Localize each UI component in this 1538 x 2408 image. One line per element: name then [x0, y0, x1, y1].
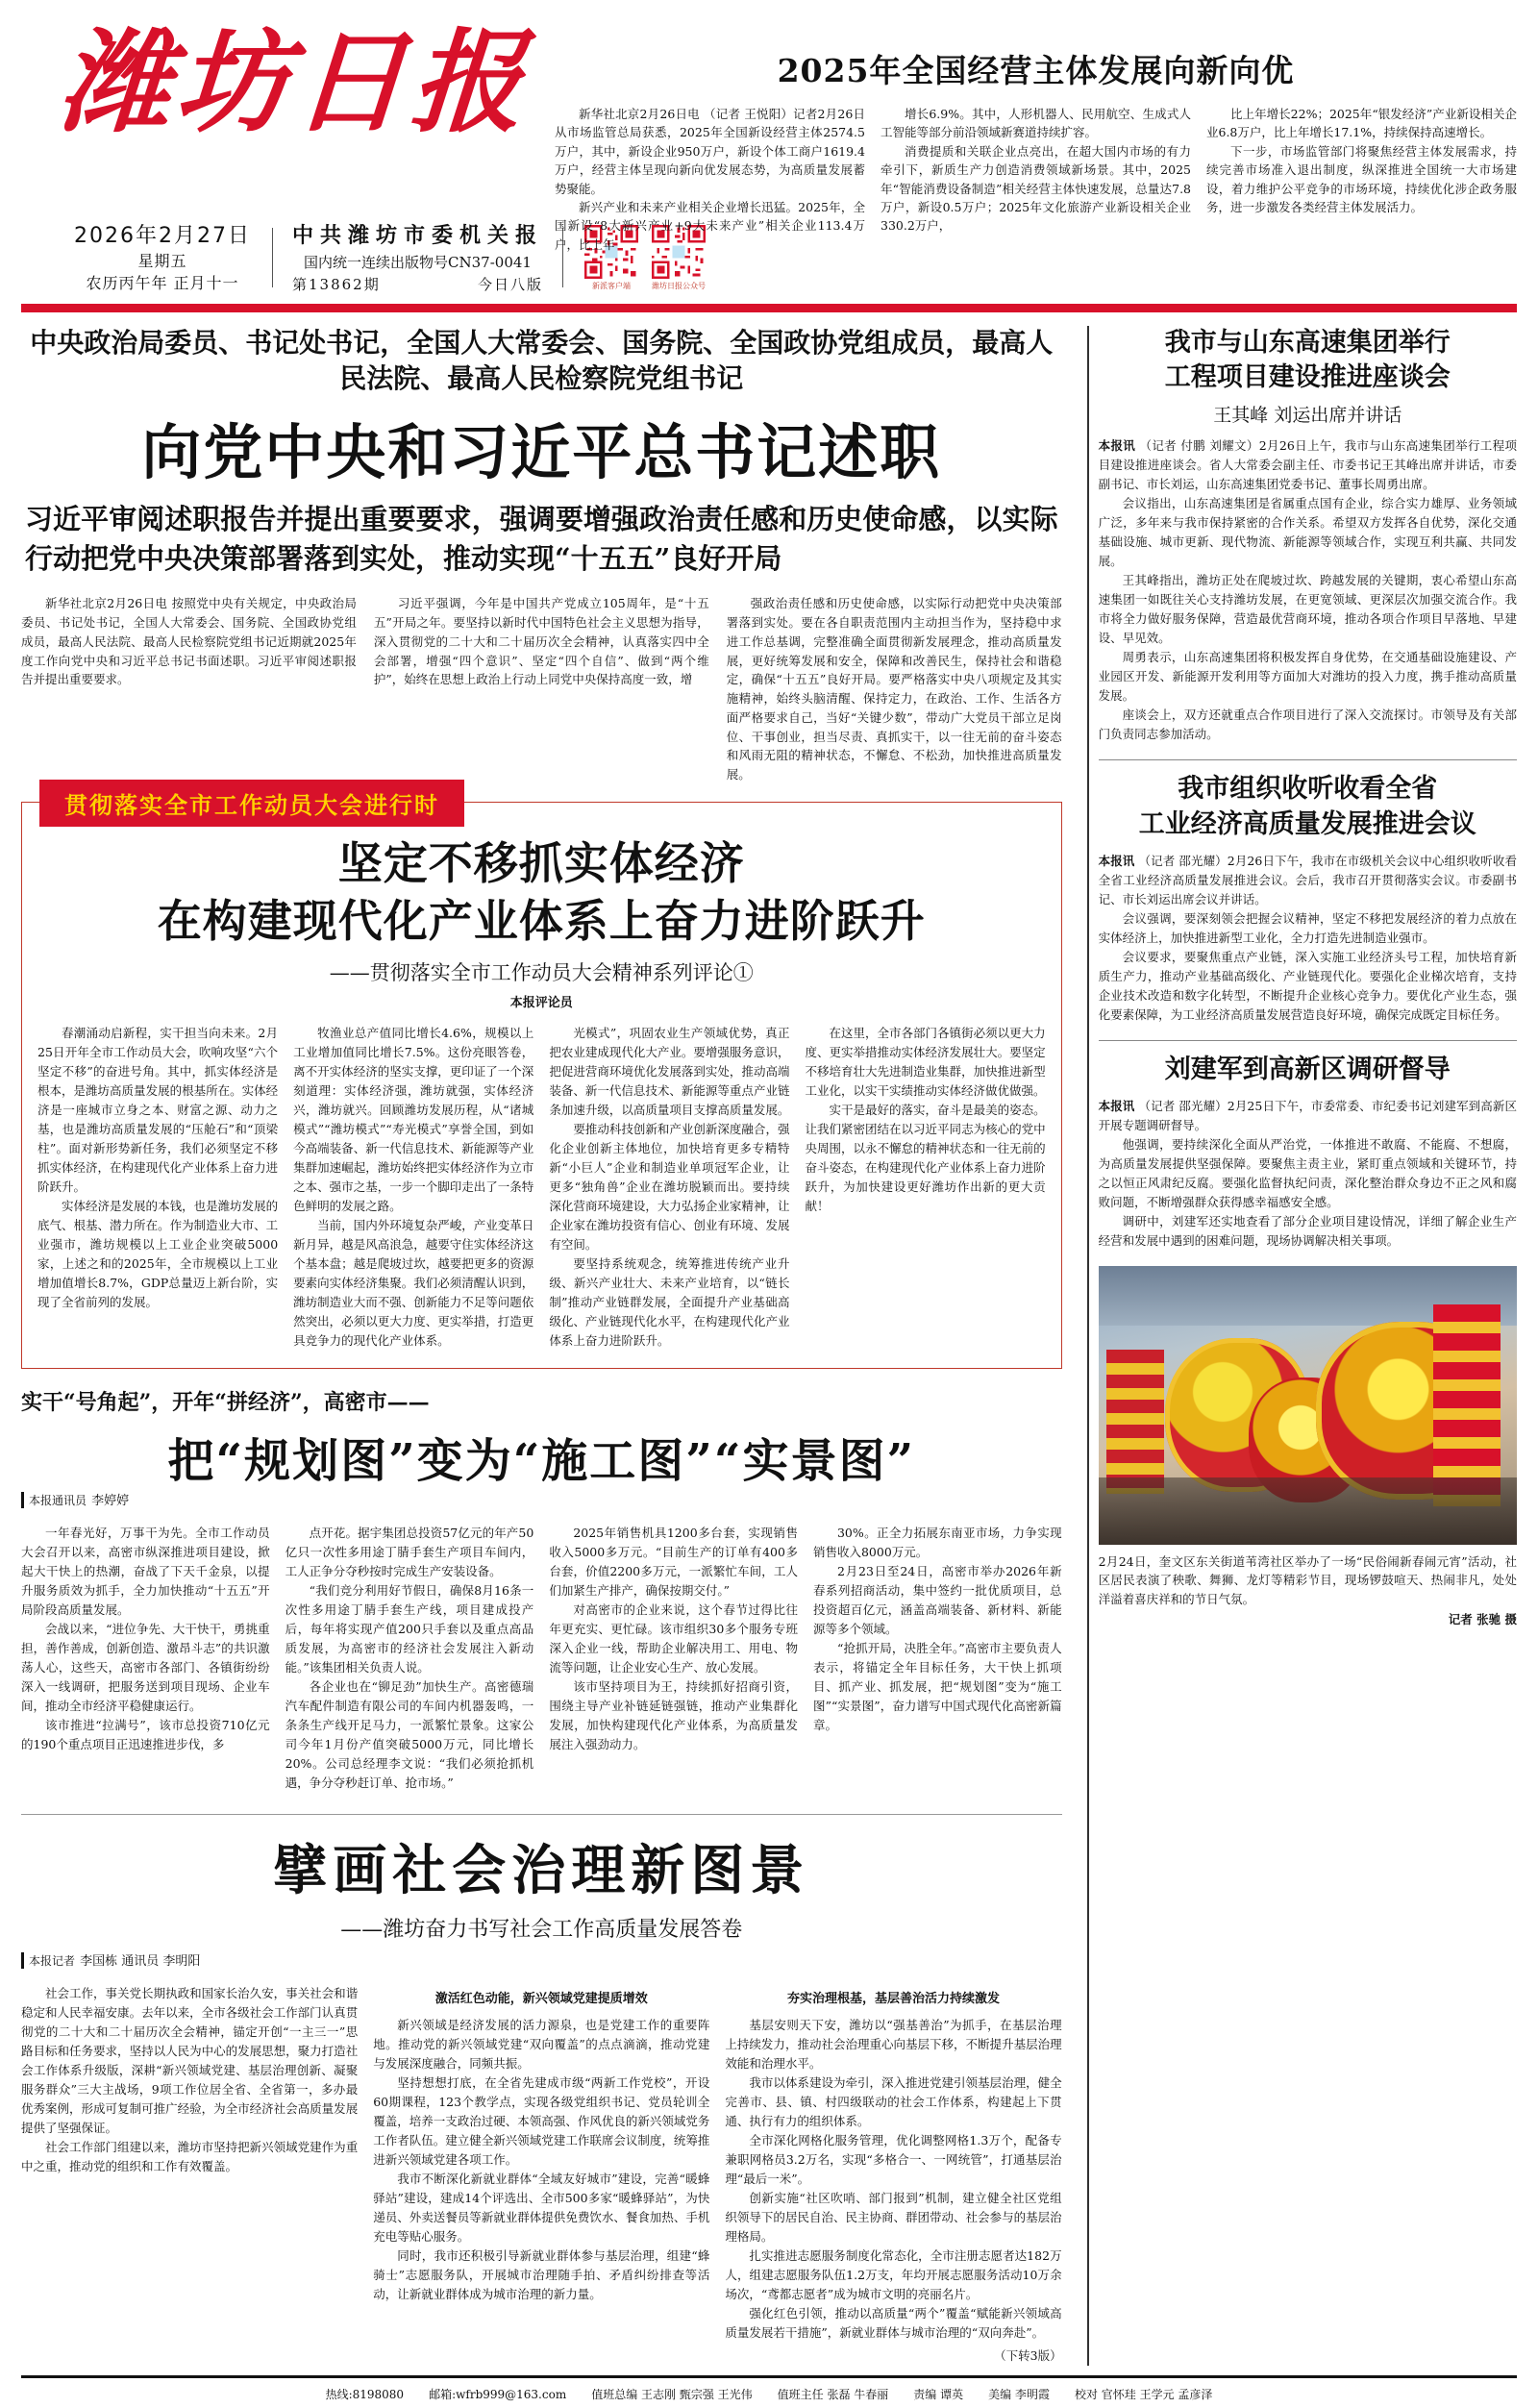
article-paragraph: 比上年增长22%；2025年“银发经济”产业新设相关企业6.8万户，比上年增长17.1%，持续保持高速增长。: [1206, 107, 1517, 140]
article-paragraph: 一年春光好，万事干为先。全市工作动员大会召开以来，高密市纵深推进项目建设，掀起大干快上的热潮，奋战了下天千金泉，以提升服务质效为抓手，全力加快推动“十五五”开局阶段高质量发展。: [21, 1526, 270, 1618]
editorial-byline: 本报评论员: [509, 996, 573, 1011]
article-paragraph: 社会工作部门组建以来，潍坊市坚持把新兴领域党建作为重中之重，推动党的组织和工作有效覆盖。: [21, 2140, 359, 2174]
right-story-1-paragraphs: （记者 付鹏 刘耀文）2月26日上午，我市与山东高速集团举行工程项目建设推进座谈会。省人大常委会副主任、市委书记王其峰出席并讲话，市委副书记、市长刘运，山东高速集团党委书记、董事长周勇出席。 会议指出，山东高速集团是省属重点国有企业，综合实力雄厚、业务领域广泛，多年来与我市保持紧密的合作关系。希望双方发挥各自优势，深化交通基础设施、城市更新、现代物流、新能源等领域合作，实现互利共赢、共同发展。 王其峰指出，潍坊正处在爬坡过坎、跨越发展的关键期，衷心希望山东高速集团一如既往关心支持潍坊发展，在更宽领域、更深层次加强交流合作。我市将全力做好服务保障，营造最优营商环境，推动各项合作项目早落地、早建设、早见效。 周勇表示，山东高速集团将积极发挥自身优势，在交通基础设施建设、产业园区开发、新能源开发利用等方面加大对潍坊的投入力度，携手推动高质量发展。 座谈会上，双方还就重点合作项目进行了深入交流探讨。市领导及有关部门负责同志参加活动。: [1099, 438, 1517, 744]
photo-caption: 2月24日，奎文区东关街道苇湾社区举办了一场“民俗闹新春闹元宵”活动，社区居民表演了秧歌、舞狮、龙灯等精彩节目，现场锣鼓喧天、热闹非凡，处处洋溢着喜庆祥和的节日气氛。: [1098, 1553, 1518, 1606]
left-zone: [21, 326, 1078, 2366]
article-paragraph: 坚持想想打底，在全省先建成市级“两新工作党校”，开设60期课程，123个教学点，实现各级党组织书记、党员轮训全覆盖，培养一支政治过硬、本领高强、作风优良的新兴领域党务工作者队伍。建立健全新兴领域党建工作联席会议制度，统筹推进新兴领域党建各项工作。: [373, 2075, 710, 2168]
right-story-1-subtitle: 王其峰 刘运出席并讲话: [1213, 405, 1402, 427]
article-paragraph: 该市坚持项目为王，持续抓好招商引资，围绕主导产业补链延链强链，推动产业集群化发展，加快构建现代化产业体系，为高质量发展注入强劲动力。: [549, 1679, 798, 1752]
right-story-3-text: [1099, 1097, 1517, 1251]
lead-col-1: [21, 594, 357, 784]
article-paragraph: 社会工作，事关党长期执政和国家长治久安，事关社会和谐稳定和人民幸福安康。去年以来，全市各级社会工作部门认真贯彻党的二十大和二十届历次全会精神，锚定开创“一主三一”思路目标和任务要求，坚持以人民为中心的发展思想，聚力打造社会工作体系升级版，深耕“新兴领域党建、基层治理创新、凝聚服务群众”三大主战场，9项工作位居全省、全省第一，多办最优秀案例，形成可复制可推广经验，为全市经济社会高质量发展提供了坚强保证。: [21, 1986, 359, 2136]
issn-number: 国内统一连续出版物号CN37-0041: [304, 254, 532, 271]
article-paragraph: 光模式”，巩固农业生产领域优势，真正把农业建成现代化大产业。要增强服务意识，把促进营商环境优化发展落到实处，推动高端装备、新一代信息技术、新能源等重点产业链条加速升级，以高质量项目支撑高质量发展。: [549, 1026, 790, 1118]
newspaper-logo: [21, 17, 545, 148]
article-paragraph: 会战以来，“进位争先、大干快干，勇挑重担，善作善成，创新创造、激昂斗志”的共识激荡人心，这些天，高密市各部门、各镇街纷纷深入一线调研，把服务送到项目现场、企业车间，推动全市经济平稳健康运行。: [21, 1622, 270, 1714]
article-paragraph: 新兴领域是经济发展的活力源泉，也是党建工作的重要阵地。推动党的新兴领域党建“双向覆盖”的点点滴滴，推动党建与发展深度融合，同频共振。: [373, 2018, 710, 2072]
article-paragraph: 消费提质和关联企业点亮出，在超大国内市场的有力牵引下，新质生产力创造消费领域新场景。其中，2025年“智能消费设备制造”相关经营主体快速发展，总量达7.8万户，新设0.5万户；2025年文化旅游产业新设相关企业330.2万户，: [881, 143, 1191, 234]
photo-crowd: [1099, 1477, 1517, 1545]
footer-editor: 责编 谭英: [913, 2388, 964, 2402]
right-story-3: [1099, 1053, 1517, 1251]
article-paragraph: 扎实推进志愿服务制度化常态化，全市注册志愿者达182万人，组建志愿服务队伍1.2万支，年均开展志愿服务活动10万余场次，“鸢都志愿者”成为城市文明的亮丽名片。: [725, 2248, 1062, 2302]
feature3-col-3: [725, 1984, 1061, 2366]
editorial-series-banner: 贯彻落实全市工作动员大会进行时: [39, 780, 464, 827]
right-story-1: [1099, 326, 1517, 744]
date-lunar: 农历丙午年 正月十一: [86, 273, 239, 292]
article-paragraph: 新华社北京2月26日电 （记者 王悦阳）记者2月26日从市场监管总局获悉，2025年全国新设经营主体2574.5万户，其中，新设企业950万户，新设个体工商户1619.4万户，经营主体呈现向新向优发展态势，为高质量发展蓄势聚能。: [555, 107, 865, 196]
article-paragraph: 对高密市的企业来说，这个春节过得比往年更充实、更忙碌。该市组织30多个服务专班深入企业一线，帮助企业解决用工、用电、物流等问题，让企业安心生产、放心发展。: [549, 1602, 798, 1676]
article-paragraph: 要坚持系统观念，统筹推进传统产业升级、新兴产业壮大、未来产业培育，以“链长制”推动产业链群发展，全面提升产业基础高级化、产业链现代化水平，在构建现代化产业体系上奋力进阶跃升。: [549, 1256, 790, 1349]
article-paragraph: 座谈会上，双方还就重点合作项目进行了深入交流探讨。市领导及有关部门负责同志参加活动。: [1098, 708, 1518, 742]
article-paragraph: 同时，我市还积极引导新就业群体参与基层治理，组建“蜂骑士”志愿服务队，开展城市治理随手拍、矛盾纠纷排查等活动，让新就业群体成为城市治理的新力量。: [373, 2248, 710, 2302]
feature3-subtitle: ——潍坊奋力书写社会工作高质量发展答卷: [340, 1918, 743, 1943]
footer-duty-director: 值班主任 张磊 牛春丽: [777, 2388, 889, 2402]
right-story-3-headline[interactable]: 刘建军到高新区调研督导: [1164, 1054, 1451, 1084]
editorial-col-2: [293, 1024, 533, 1351]
article-paragraph: “抢抓开局，决胜全年。”高密市主要负责人表示，将锚定全年目标任务，大干快上抓项目、抓产业、抓发展，把“规划图”变为“施工图”“实景图”，奋力谱写中国式现代化高密新篇章。: [812, 1641, 1062, 1733]
feature3-subhead-2: 夯实治理根基，基层善治活力持续激发: [787, 1992, 1001, 2007]
footer-hotline: 热线:8198080: [325, 2388, 405, 2402]
footer-proofreaders: 校对 官怀珪 王学元 孟彦泽: [1074, 2388, 1213, 2402]
feature3-subhead-1: 激活红色动能，新兴领域党建提质增效: [434, 1992, 648, 2007]
lead-headline[interactable]: 向党中央和习近平总书记述职: [141, 416, 942, 487]
article-paragraph: 习近平强调，今年是中国共产党成立105周年，是“十五五”开局之年。要坚持以新时代中国特色社会主义思想为指导，深入贯彻党的二十大和二十届历次全会精神，认真落实四中全会部署，增强“四个意识”、坚定“四个自信”、做到“两个维护”，始终在思想上政治上行动上同党中央保持高度一致，增: [373, 596, 709, 687]
continue-note[interactable]: （下转3版）: [994, 2348, 1062, 2364]
lead-kicker: 中央政治局委员、书记处书记，全国人大常委会、国务院、全国政协党组成员，最高人民法院、最高人民检察院党组书记: [30, 327, 1054, 394]
right-story-1-body: [1099, 436, 1517, 744]
article-paragraph: 会议强调，要深刻领会把握会议精神，坚定不移把发展经济的着力点放在实体经济上，加快推进新型工业化，全力打造先进制造业强市。: [1098, 910, 1518, 945]
top-right-story: [545, 17, 1517, 254]
feature2-headline[interactable]: 把“规划图”变为“施工图”“实景图”: [167, 1434, 916, 1489]
feature3-col-3-text: [725, 2016, 1061, 2343]
editorial-col-1: [37, 1024, 278, 1351]
page-count: 今日八版: [477, 275, 543, 293]
article-paragraph: 点开花。据宇集团总投资57亿元的年产50亿只一次性多用途丁腈手套生产项目车间内，工人正争分夺秒按时完成生产安装设备。: [285, 1526, 534, 1579]
date-gregorian: 2026年2月27日: [74, 223, 251, 248]
article-paragraph: 强化红色引领，推动以高质量“两个”覆盖“赋能新兴领域高质量发展若干措施”，新就业群体与城市治理的“双向奔赴”。: [725, 2306, 1062, 2341]
photo-decoration-left: [1106, 1350, 1164, 1494]
right-story-2-paragraphs: （记者 邵光耀）2月26日下午，我市在市级机关会议中心组织收听收看全省工业经济高质量发展推进会议。会后，我市召开贯彻落实会议。市委副书记、市长刘运出席会议并讲话。 会议强调，要深刻领会把握会议精神，坚定不移把发展经济的着力点放在实体经济上，加快推进新型工业化，全力打造先进制造业强市。 会议要求，要聚焦重点产业链，深入实施工业经济头号工程，加快培育新质生产力，推动产业基础高级化、产业链现代化。要强化企业梯次培育，支持企业技术改造和数字化转型，不断提升企业核心竞争力。要优化产业生态，强化要素保障，为工业经济高质量发展营造良好环境，确保完成既定目标任务。: [1099, 854, 1517, 1025]
publisher-info: [273, 220, 562, 295]
right-story-1-headline[interactable]: 我市与山东高速集团举行 工程项目建设推进座谈会: [1164, 328, 1451, 393]
editorial-col-3: [549, 1024, 789, 1351]
right-story-2-tag: 本报讯: [1098, 853, 1135, 868]
editorial-title-line1[interactable]: 坚定不移抓实体经济: [337, 836, 745, 889]
article-paragraph: 30%。正全力拓展东南亚市场，力争实现销售收入8000万元。: [812, 1526, 1062, 1560]
lead-story: [21, 326, 1062, 784]
footer-art-editor: 美编 李明霞: [988, 2388, 1050, 2402]
article-paragraph: 周勇表示，山东高速集团将积极发挥自身优势，在交通基础设施建设、产业园区开发、新能源开发利用等方面加大对潍坊的投入力度，携手推动高质量发展。: [1098, 650, 1518, 704]
right-story-2-body: [1099, 852, 1517, 1025]
right-story-1-tag: 本报讯: [1098, 438, 1136, 454]
article-paragraph: 当前，国内外环境复杂严峻，产业变革日新月异，越是风高浪急，越要守住实体经济这个基本盘；越是爬坡过坎，越要把更多的资源要素向实体经济集聚。我们必须清醒认识到，潍坊制造业大而不强、创新能力不足等问题依然突出，必须以更大力度、更实举措，打造更具竞争力的现代化产业体系。: [293, 1218, 534, 1349]
footer-chief-editors: 值班总编 王志刚 甄宗强 王光伟: [591, 2388, 753, 2402]
editorial-body: [37, 1024, 1046, 1351]
feature3-body: [21, 1984, 1062, 2366]
article-paragraph: “我们竞分利用好节假日，确保8月16条一次性多用途丁腈手套生产线，项目建成投产后，每年将实现产值200只手套以及重点高品质发展，为高密市的经济社会发展注入新动能。”该集团相关负责人说。: [285, 1583, 534, 1676]
feature3-col-2-text: [373, 2016, 709, 2304]
footer-email: 邮箱:wfrb999@163.com: [429, 2388, 567, 2402]
article-paragraph: 全市深化网格化服务管理，优化调整网格1.3万个，配备专兼职网格员3.2万名，实现“多格合一、一网统管”，打通基层治理“最后一米”。: [725, 2133, 1062, 2187]
article-paragraph: 会议要求，要聚焦重点产业链，深入实施工业经济头号工程，加快培育新质生产力，推动产业基础高级化、产业链现代化。要强化企业梯次培育，支持企业技术改造和数字化转型，不断提升企业核心竞争力。要优化产业生态，强化要素保障，为工业经济高质量发展营造良好环境，确保完成既定目标任务。: [1098, 949, 1518, 1022]
column-divider: [1087, 326, 1089, 2366]
article-paragraph: 我市不断深化新就业群体“全域友好城市”建设，完善“暖蜂驿站”建设，建成14个评选出、全市500多家“暖蜂驿站”，为快递员、外卖送餐员等新就业群体提供免费饮水、餐食加热、手机充电等贴心服务。: [373, 2172, 710, 2245]
top-right-headline: 2025年全国经营主体发展向新向优: [777, 52, 1295, 89]
article-paragraph: 新兴产业和未来产业相关企业增长迅猛。2025年，全国新设“8大新兴产业+9大未来产业”相关企业113.4万户，比上年: [555, 199, 865, 252]
feature2-col-4: [813, 1524, 1062, 1793]
article-paragraph: 该市推进“拉满号”，该市总投资710亿元的190个重点项目正迅速推进步伐，多: [21, 1718, 270, 1752]
editorial-subtitle: ——贯彻落实全市工作动员大会精神系列评论①: [329, 961, 754, 985]
article-paragraph: 实干是最好的落实，奋斗是最美的姿态。让我们紧密团结在以习近平同志为核心的党中央周围，以永不懈怠的精神状态和一往无前的奋斗姿态，在构建现代化产业体系上奋力进阶跃升，为加快建设更好潍坊作出新的更大贡献！: [805, 1103, 1046, 1214]
news-photo-block: [1099, 1266, 1517, 1627]
top-right-columns: [555, 105, 1517, 254]
qr-wechat-caption: 潍坊日报公众号: [652, 281, 706, 290]
top-right-col-3: [1206, 105, 1517, 254]
editorial-title-line2[interactable]: 在构建现代化产业体系上奋力进阶跃升: [157, 894, 926, 947]
lion-dance-photo: [1099, 1266, 1517, 1545]
editorial-col-4: [805, 1024, 1045, 1351]
article-paragraph: 新华社北京2月26日电 按照党中央有关规定，中央政治局委员、书记处书记，全国人大常委会、国务院、全国政协党组成员，最高人民法院、最高人民检察院党组书记近期就2025年度工作向党中央和习近平总书记书面述职。习近平审阅述职报告并提出重要要求。: [21, 596, 357, 687]
right-story-2-text: [1099, 852, 1517, 1025]
lead-col-2: [374, 594, 709, 784]
date-weekday: 星期五: [137, 251, 187, 270]
right-story-3-body: [1099, 1097, 1517, 1251]
feature2-col-3: [549, 1524, 798, 1793]
article-paragraph: 调研中，刘建军还实地查看了部分企业项目建设情况，详细了解企业生产经营和发展中遇到的困难问题，现场协调解决相关事项。: [1098, 1213, 1518, 1248]
article-paragraph: 各企业也在“铆足劲”加快生产。高密德瑞汽车配件制造有限公司的车间内机器轰鸣，一条条生产线开足马力，一派繁忙景象。这家公司今年1月份产值突破5000万元，同比增长20%。公司总经理李文说：“我们必须抢抓机遇，争分夺秒赶订单、抢市场。”: [285, 1679, 534, 1791]
article-paragraph: 强政治责任感和历史使命感，以实际行动把党中央决策部署落到实处。要在各自职责范围内主动担当作为，坚持稳中求进工作总基调，完整准确全面贯彻新发展理念，推动高质量发展，更好统筹发展和安全，保障和改善民生，保持社会和谐稳定，确保“十五五”良好开局。要严格落实中央八项规定及其实施精神，始终头脑清醒、保持定力，在政治、工作、生活各方面严格要求自己，当好“关键少数”，带动广大党员干部立足岗位、干事创业，担当尽责、真抓实干，以一往无前的奋斗姿态和风雨无阻的精神状态，不懈怠、不松劲，加快推进高质量发展。: [726, 596, 1062, 782]
article-paragraph: 我市以体系建设为牵引，深入推进党建引领基层治理，健全完善市、县、镇、村四级联动的社会工作体系，构建起上下贯通、执行有力的组织体系。: [725, 2075, 1062, 2129]
article-paragraph: 基层安则天下安，潍坊以“强基善治”为抓手，在基层治理上持续发力，推动社会治理重心向基层下移，不断提升基层治理效能和治理水平。: [725, 2018, 1062, 2072]
article-paragraph: 牧渔业总产值同比增长4.6%，规模以上工业增加值同比增长7.5%。这份亮眼答卷，离不开实体经济的坚实支撑，更印证了一个深刻道理：实体经济强，潍坊就强，实体经济兴，潍坊就兴。回顾潍坊发展历程，从“诸城模式”“潍坊模式”“寿光模式”享誉全国，到如今高端装备、新一代信息技术、新能源等产业集群加速崛起，潍坊始终把实体经济作为立市之本、强市之基，一步一个脚印走出了一条特色鲜明的发展之路。: [293, 1026, 534, 1214]
top-right-col-2: [881, 105, 1191, 254]
article-paragraph: 增长6.9%。其中，人形机器人、民用航空、生成式人工智能等部分前沿领域新赛道持续扩容。: [881, 107, 1191, 140]
feature-social-governance: [21, 1814, 1062, 2366]
body-grid: [21, 326, 1517, 2366]
right-story-3-tag: 本报讯: [1098, 1098, 1135, 1113]
feature-gaomi: [21, 1386, 1062, 1793]
feature3-col-2: [373, 1984, 709, 2366]
feature2-col-1: [21, 1524, 270, 1793]
article-paragraph: 春潮涌动启新程，实干担当向未来。2月25日开年全市工作动员大会，吹响攻坚“六个坚定不移”的奋进号角。其中，抓实体经济是根本，是潍坊高质量发展的根基所在。实体经济是一座城市立身之本、财富之源、动力之基，也是潍坊高质量发展的“压舱石”和“顶梁柱”。面对新形势新任务，我们必须坚定不移抓实体经济，在构建现代化产业体系上奋力进阶跃升。: [37, 1026, 279, 1195]
editorial-box: [21, 790, 1062, 1370]
feature2-kicker: 实干“号角起”，开年“拼经济”，高密市——: [21, 1390, 430, 1416]
masthead-red-rule: [21, 304, 1517, 312]
lead-body: [21, 594, 1062, 784]
feature3-col-1: [21, 1984, 358, 2366]
article-paragraph: 他强调，要持续深化全面从严治党，一体推进不敢腐、不能腐、不想腐，为高质量发展提供坚强保障。要聚焦主责主业，紧盯重点领域和关键环节，持之以恒正风肃纪反腐。要强化监督执纪问责，深化整治群众身边不正之风和腐败问题，不断增强群众获得感幸福感安全感。: [1098, 1136, 1518, 1209]
article-paragraph: 实体经济是发展的本钱，也是潍坊发展的底气、根基、潜力所在。作为制造业大市、工业强市，潍坊规模以上工业企业突破5000家，上述之和的2025年，全市规模以上工业增加值增长8.7%，GDP总量迈上新台阶，实现了全省前列的发展。: [37, 1199, 279, 1310]
article-paragraph: 2月23日至24日，高密市举办2026年新春系列招商活动，集中签约一批优质项目，总投资超百亿元，涵盖高端装备、新材料、新能源等多个领域。: [812, 1564, 1062, 1637]
masthead-title: 潍坊日报: [55, 17, 533, 148]
article-paragraph: 要推动科技创新和产业创新深度融合，强化企业创新主体地位，加快培育更多专精特新“小巨人”企业和制造业单项冠军企业，让更多“独角兽”企业在潍坊脱颖而出。要持续深化营商环境建设，大力弘扬企业家精神，让企业家在潍坊投资有信心、创业有环境、发展有空间。: [549, 1122, 790, 1253]
lead-col-3: [727, 594, 1062, 784]
lead-subheadline: 习近平审阅述职报告并提出重要要求，强调要增强政治责任感和历史使命感，以实际行动把党中央决策部署落到实处，推动实现“十五五”良好开局: [25, 502, 1058, 576]
article-paragraph: 在这里，全市各部门各镇街必须以更大力度、更实举措推动实体经济发展壮大。要坚定不移培育壮大先进制造业集群，加快推进新型工业化，以实干实绩推动实体经济做优做强。: [805, 1026, 1046, 1099]
feature3-headline[interactable]: 擘画社会治理新图景: [273, 1839, 810, 1903]
right-zone: [1099, 326, 1517, 2366]
feature2-byline-name: 李婷婷: [91, 1494, 130, 1509]
right-story-2: [1099, 772, 1517, 1024]
feature2-byline-tag: 本报通讯员: [21, 1492, 87, 1508]
article-paragraph: 王其峰指出，潍坊正处在爬坡过坎、跨越发展的关键期，衷心希望山东高速集团一如既往关心支持潍坊发展，在更宽领域、更深层次加强交流合作。我市将全力做好服务保障，营造最优营商环境，推动各项合作项目早落地、早建设、早见效。: [1098, 573, 1518, 646]
feature2-body: [21, 1524, 1062, 1793]
right-story-1-text: [1099, 436, 1517, 744]
article-paragraph: 会议指出，山东高速集团是省属重点国有企业，综合实力雄厚、业务领域广泛，多年来与我市保持紧密的合作关系。希望双方发挥各自优势，深化交通基础设施、城市更新、现代物流、新能源等领域合作，实现互利共赢、共同发展。: [1098, 496, 1518, 569]
publication-date: [74, 221, 272, 295]
article-paragraph: 创新实施“社区吹哨、部门报到”机制，建立健全社区党组织领导下的居民自治、民主协商、群团带动、社会参与的基层治理格局。: [725, 2191, 1062, 2245]
article-paragraph: 下一步，市场监管部门将聚焦经营主体发展需求，持续完善市场准入退出制度，纵深推进全国统一大市场建设，着力维护公平竞争的市场环境，持续优化涉企政务服务，进一步激发各类经营主体发展活力。: [1206, 143, 1517, 214]
right-story-3-paragraphs: （记者 邵光耀）2月25日下午，市委常委、市纪委书记刘建军到高新区开展专题调研督导。 他强调，要持续深化全面从严治党，一体推进不敢腐、不能腐、不想腐，为高质量发展提供坚强保障。要聚焦主责主业，紧盯重点领域和关键环节，持之以恒正风肃纪反腐。要强化监督执纪问责，深化整治群众身边不正之风和腐败问题，不断增强群众获得感幸福感安全感。 调研中，刘建军还实地查看了部分企业项目建设情况，详细了解企业生产经营和发展中遇到的困难问题，现场协调解决相关事项。: [1099, 1099, 1517, 1251]
photo-credit: 记者 张驰 摄: [1448, 1611, 1518, 1626]
article-paragraph: 2025年销售机具1200多台套，实现销售收入5000多万元。“目前生产的订单有400多台套，价值2200多万元，一派繁忙车间，工人们加紧生产排产，确保按期交付。”: [549, 1526, 798, 1599]
top-right-col-1: [555, 105, 865, 254]
section-rule: [1099, 759, 1517, 760]
footer-credits: [21, 2378, 1517, 2408]
feature3-byline-tag: 本报记者: [21, 1952, 75, 1969]
section-rule: [1099, 1040, 1517, 1041]
issue-number: 第13862期: [291, 275, 381, 293]
feature2-col-2: [285, 1524, 534, 1793]
feature3-byline-names: 李国栋 通讯员 李明阳: [80, 1954, 201, 1970]
publisher-title: 中共潍坊市委机关报: [291, 223, 543, 248]
qr-app-caption: 新派客户端: [592, 281, 631, 290]
right-story-2-headline[interactable]: 我市组织收听收看全省 工业经济高质量发展推进会议: [1138, 774, 1476, 839]
